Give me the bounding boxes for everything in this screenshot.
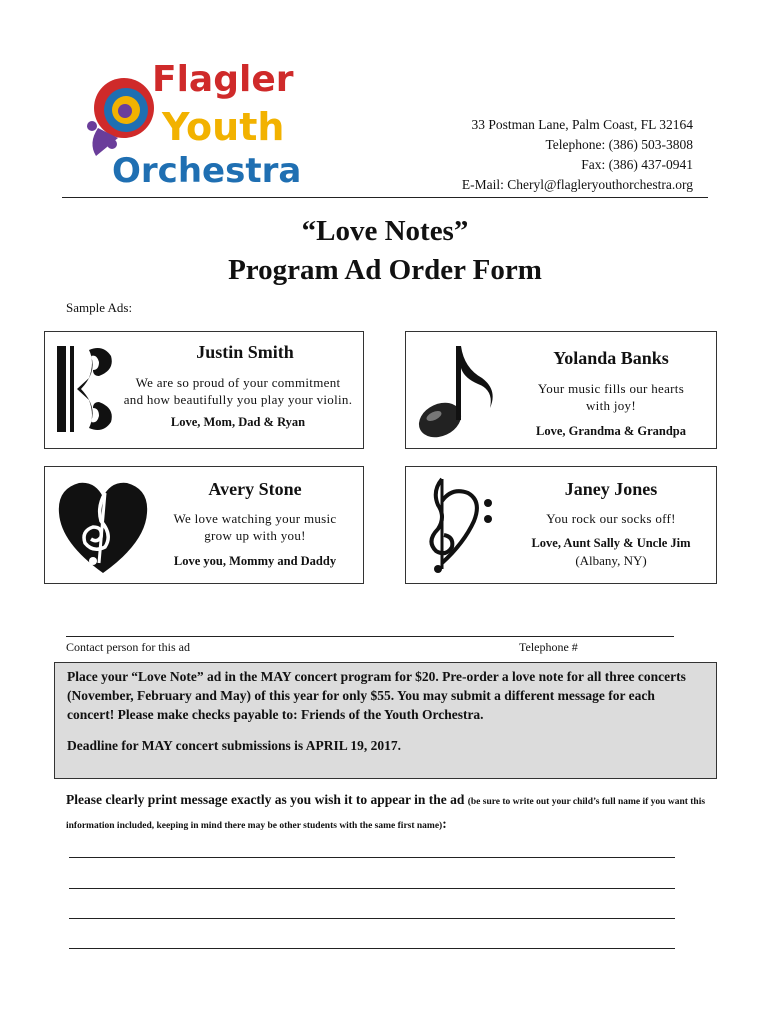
order-info-text: Place your “Love Note” ad in the MAY concert program for $20. Pre-order a love note for all three concerts (November, February and May) of this year for only $55. You may submit a different message for each concert! Please make checks payable to: Friends of the Youth Orchestra.: [67, 669, 686, 722]
treble-clef-heart-icon: [55, 473, 151, 577]
orchestra-logo: [76, 59, 302, 197]
logo-word-youth: Youth: [162, 105, 285, 149]
ad-name: Janey Jones: [564, 479, 658, 499]
ad-message-line-1: We love watching your music: [173, 511, 337, 526]
ad-message-line-1: We are so proud of your commitment: [135, 375, 341, 390]
contact-person-label: Contact person for this ad: [66, 640, 190, 654]
page-title: “Love Notes”: [301, 215, 469, 247]
ad-signature: Love, Aunt Sally & Uncle Jim: [531, 536, 691, 550]
alto-clef-icon: [55, 342, 117, 436]
deadline-text: Deadline for MAY concert submissions is APRIL 19, 2017.: [67, 738, 402, 753]
sample-ad-justin: [44, 331, 364, 449]
sample-ad-janey: [405, 466, 717, 584]
order-info-box: [54, 662, 717, 779]
ad-message-line-2: grow up with you!: [204, 528, 306, 543]
print-instructions: [66, 789, 706, 837]
ad-signature: Love, Grandma & Grandpa: [535, 424, 686, 438]
ad-signature: Love you, Mommy and Daddy: [173, 554, 337, 568]
eighth-note-icon: [412, 338, 502, 442]
ad-name: Justin Smith: [196, 342, 294, 362]
ad-message-line-2: and how beautifully you play your violin.: [123, 392, 353, 407]
fax-number: Fax: (386) 437-0941: [581, 157, 693, 172]
instructions-note: (be sure to write out your child’s full name if you want this information included, keeping in mind there may be other students with the same first name): [66, 797, 706, 831]
sample-ad-yolanda: [405, 331, 717, 449]
bass-treble-heart-icon: [412, 471, 508, 577]
page-subtitle: Program Ad Order Form: [228, 254, 542, 286]
telephone-number: Telephone: (386) 503-3808: [545, 137, 693, 152]
ad-subtitle: (Albany, NY): [575, 553, 647, 568]
message-write-line-4[interactable]: [69, 948, 675, 949]
ad-name: Yolanda Banks: [553, 348, 669, 368]
ad-message-line-1: Your music fills our hearts: [537, 381, 685, 396]
ad-signature: Love, Mom, Dad & Ryan: [170, 415, 306, 429]
contact-write-line[interactable]: [66, 636, 674, 637]
sample-ads-label: Sample Ads:: [66, 300, 133, 315]
ad-message-line-2: with joy!: [585, 398, 636, 413]
contact-address-block: [462, 115, 693, 195]
telephone-label: Telephone #: [519, 640, 578, 654]
logo-word-orchestra: Orchestra: [112, 151, 302, 191]
message-write-line-2[interactable]: [69, 888, 675, 889]
message-write-line-1[interactable]: [69, 857, 675, 858]
sample-ad-avery: [44, 466, 364, 584]
street-address: 33 Postman Lane, Palm Coast, FL 32164: [471, 117, 693, 132]
ad-name: Avery Stone: [208, 479, 302, 499]
header-divider: [62, 197, 708, 198]
instructions-main: Please clearly print message exactly as you wish it to appear in the ad: [66, 792, 468, 807]
instructions-end: :: [442, 816, 447, 831]
logo-word-flagler: Flagler: [152, 59, 294, 100]
email-address: E-Mail: Cheryl@flagleryouthorchestra.org: [461, 177, 693, 192]
ad-message-line-1: You rock our socks off!: [546, 511, 676, 526]
message-write-line-3[interactable]: [69, 918, 675, 919]
